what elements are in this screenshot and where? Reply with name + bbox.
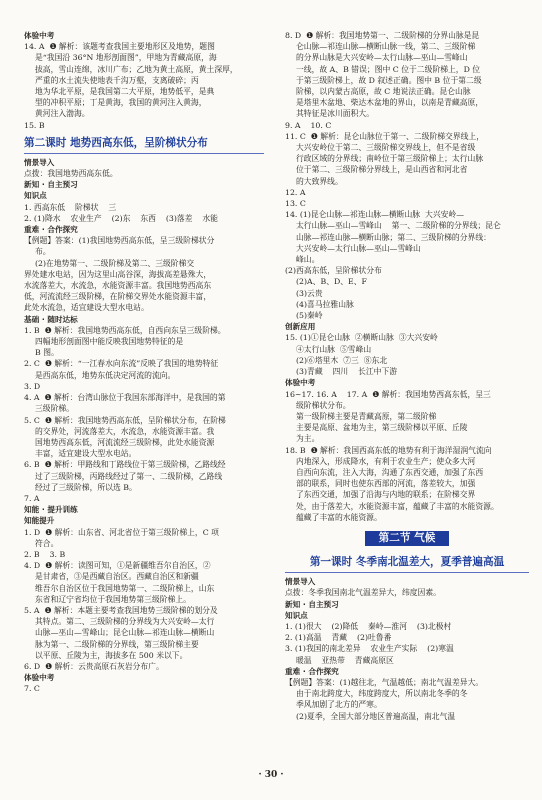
text-line: 经过了三级阶梯，所以选 B。: [35, 482, 137, 492]
answer-line: 界处建水电站，因为这里山高谷深，海拔高差悬殊大，: [24, 269, 212, 279]
answer-line: 13. C: [285, 199, 306, 209]
answer-line: 2. C ❶ 解析：“一江春水向东流”反映了我国的地势特征: [24, 359, 219, 369]
subsection-heading: 体验中考: [285, 378, 316, 388]
text-line: 仑山脉—祁连山脉—横断山脉一线，第二、三级阶梯: [296, 42, 476, 52]
text-line: 是甘肃省，③是西藏自治区。西藏自治区和新疆: [35, 572, 199, 582]
text-line: 其特点。第二、三级阶梯的分界线为大兴安岭—太行: [35, 617, 215, 627]
section-title: 第二课时 地势西高东低，呈阶梯状分布: [24, 131, 264, 154]
answer-line: 7. C: [24, 684, 40, 694]
subsection-heading: 知能 · 提升训练: [24, 505, 78, 515]
answer-line: 14. A ❶ 解析：该题考查我国主要地形区及地势，题图: [24, 42, 215, 52]
subsection-heading: 重难 · 合作探究: [285, 666, 339, 676]
subsection-heading: 体验中考: [24, 31, 55, 40]
subsection-heading: 创新应用: [285, 322, 316, 332]
answer-line: 1. (1)很大 (2)降低 秦岭—淮河 (3)北极村: [285, 621, 452, 631]
answer-line: 6. D ❶ 解析：云贵高原石灰岩分布广。: [24, 661, 164, 671]
answer-line: 15. B: [24, 120, 45, 130]
text-line: 阶梯，以内蒙古高原，故 C 地说法正确。昆仑山脉: [296, 87, 471, 97]
answer-line: 5. C ❶ 解析：我国地势西高东低，呈阶梯状分布，在阶梯: [24, 415, 226, 425]
text-line: 位于第二、三级阶梯分界线上，是山西省和河北省: [296, 165, 468, 175]
answer-line: 15. (1)①昆仑山脉 ②横断山脉 ③大兴安岭: [285, 333, 438, 343]
answer-line: 【例题】答案：(1)越往北，气温越低；南北气温差异大。: [285, 677, 484, 687]
answer-line: (2)西高东低，呈阶梯状分布: [285, 266, 382, 276]
section-heading: 第二节 气候: [365, 531, 450, 546]
text-line: 黄河注入渤海。: [35, 109, 90, 119]
subsection-heading: 情景导入: [285, 577, 316, 587]
answer-line: 1. D ❶ 解析：山东省、河北省位于第三级阶梯上，C 项: [24, 527, 219, 537]
text-line: 暖温 亚热带 青藏高原区: [296, 655, 394, 665]
text-line: 了东西交通，加强了沿海与内地的联系；在阶梯交界: [296, 490, 476, 500]
subsection-heading: 知能提升: [24, 516, 55, 526]
subsection-heading: 新知 · 自主预习: [285, 599, 339, 609]
text-line: 处，由于落差大，水能资源丰富，蕴藏了丰富的水能资源。: [296, 501, 499, 511]
answer-line: 1. B ❶ 解析：我国地势西高东低，自西向东呈三级阶梯。: [24, 325, 226, 335]
left-column: [24, 30, 264, 695]
text-line: ④太行山脉 ⑤雪峰山: [296, 344, 372, 354]
text-line: 大兴安岭—太行山脉—巫山—雪峰山: [296, 243, 421, 253]
text-line: 过了三级阶梯，丙路线经过了第一、二级阶梯，乙路线: [35, 471, 223, 481]
text-line: 拔高，雪山连绵，冰川广布；乙地为黄土高原，黄土深厚，: [35, 64, 238, 74]
subsection-heading: 新知 · 自主预习: [24, 180, 78, 190]
section-title: 第一课时 冬季南北温差大，夏季普遍高温: [285, 550, 529, 573]
answer-line: 低，河流流经三级阶梯，在阶梯交界处水能资源丰富，: [24, 292, 212, 302]
text-line: 三级阶梯。: [35, 404, 74, 414]
text-line: 维吾尔自治区位于我国地势第一、二级阶梯上，山东: [35, 583, 215, 593]
answer-line: 此处水流急，适宜建设大型水电站。: [24, 303, 149, 313]
text-line: 国地势西高东低，河流流经三级阶梯，此处水能资源: [35, 437, 215, 447]
answer-line: 2. (1)高温 青藏 (2)吐鲁番: [285, 633, 392, 643]
text-line: 脉为第一、二级阶梯的分界线，第三级阶梯主要: [35, 639, 199, 649]
text-line: (2)在地势第一、二级阶梯及第二、三级阶梯交: [35, 258, 195, 268]
answer-line: 11. C ❶ 解析：昆仑山脉位于第一、二级阶梯交界线上，: [285, 131, 485, 141]
text-line: (4)喜马拉雅山脉: [296, 299, 354, 309]
answer-line: 18. B ❶ 解析：我国西高东低的地势有利于海洋湿润气流向: [285, 445, 492, 455]
text-line: 自西向东流，注入大海，沟通了东西交通，加强了东西: [296, 467, 484, 477]
answer-line: 8. D ❶ 解析：我国地势第一、二级阶梯的分界山脉是昆: [285, 31, 480, 40]
text-line: 一线，故 A、B 错误；图中 C 位于二级阶梯上，D 位: [296, 64, 481, 74]
answer-line: 2. B 3. B: [24, 549, 66, 559]
text-line: B 图。: [35, 348, 59, 358]
answer-line: 6. B ❶ 解析：甲路线和丁路线位于第三级阶梯，乙路线经: [24, 460, 226, 470]
text-line: 大兴安岭位于第二、三级阶梯交界线上，但不是省级: [296, 143, 476, 153]
text-line: 是塔里木盆地、柴达木盆地的界山，以南是青藏高原，: [296, 98, 484, 108]
text-line: (2)A、B、D、E、F: [296, 277, 367, 287]
text-line: 型的冲积平原；丁是黄海，我国的黄河注入黄海，: [35, 98, 207, 108]
text-line: 四幅地形剖面图中能反映我国地势特征的是: [35, 337, 184, 347]
answer-line: 4. A ❶ 解析：台湾山脉位于我国东部海洋中，是我国的第: [24, 393, 226, 403]
text-line: 级阶梯状分布。: [296, 400, 351, 410]
text-line: 于第三级阶梯上，故 D 叙述正确。图中 B 位于第二级: [296, 75, 482, 85]
section-box-wrap: [285, 531, 529, 546]
text-line: 山脉—巫山—雪峰山；昆仑山脉—祁连山脉—横断山: [35, 628, 215, 638]
text-line: 为主。: [296, 434, 320, 444]
answer-line: 3. D: [24, 381, 41, 391]
text-line: 的大致界线。: [296, 176, 343, 186]
answer-line: 3. (1)我国的南北差异 农业生产实际 (2)寒温: [285, 644, 454, 654]
answer-line: 2. (1)降水 农业生产 (2)东 东西 (3)落差 水能: [24, 213, 218, 223]
text-line: 丰富，适宜建设大型水电站。: [35, 449, 137, 459]
text-line: 行政区域的分界线；南岭位于第三级阶梯上；太行山脉: [296, 154, 484, 164]
text-line: 是西高东低，地势东低决定河流的流向。: [35, 370, 176, 380]
text-line: 第一级阶梯主要是青藏高原，第二级阶梯: [296, 411, 437, 421]
answer-line: 4. D ❶ 解析：读图可知，①是新疆维吾尔自治区，②: [24, 561, 211, 571]
text-line: 内地深入，形成降水，有利于农业生产；使众多大河: [296, 456, 476, 466]
text-line: (2)⑥塔里木 ⑦三 ⑧东北: [296, 355, 388, 365]
text-line: 太行山脉—巫山—雪峰山 第一、二级阶梯的分界线；昆仑: [296, 221, 501, 231]
text-line: 布。: [35, 247, 51, 257]
text-line: 东省和辽宁省均位于我国地势第三级阶梯上。: [35, 594, 191, 604]
text-line: 符合。: [35, 538, 59, 548]
text-line: 主要是高原、盆地为主，第三级阶梯以平原、丘陵: [296, 423, 468, 433]
text-line: 的分界山脉是大兴安岭—太行山脉—巫山—雪峰山: [296, 53, 468, 63]
right-column: [285, 30, 529, 722]
answer-line: 7. A: [24, 493, 40, 503]
subsection-heading: 情景导入: [24, 157, 55, 167]
text-line: 是“我国沿 36°N 地形剖面图”，甲地为青藏高原，海: [35, 53, 217, 63]
answer-line: 14. (1)昆仑山脉—祁连山脉—横断山脉 大兴安岭—: [285, 210, 465, 220]
answer-line: 点拨：冬季我国南北气温差异大，纬度因素。: [285, 588, 441, 598]
subsection-heading: 知识点: [24, 191, 47, 201]
text-line: 山脉—祁连山脉—横断山脉；第二、三级阶梯的分界线：: [296, 232, 491, 242]
text-line: 蕴藏了丰富的水能资源。: [296, 512, 382, 522]
answer-line: 水流落差大，水流急，水能资源丰富。我国地势西高东: [24, 281, 212, 291]
subsection-heading: 基础 · 随时达标: [24, 314, 78, 324]
text-line: 以平原、丘陵为主，海拔多在 500 米以下。: [35, 650, 188, 660]
text-line: (5)秦岭: [296, 311, 323, 321]
subsection-heading: 体验中考: [24, 673, 55, 683]
answer-line: 16~17. 16. A 17. A ❶ 解析：我国地势西高东低，呈三: [285, 389, 491, 399]
subsection-heading: 知识点: [285, 610, 308, 620]
answer-line: 5. A ❶ 解析：本题主要考查我国地势三级阶梯的划分及: [24, 605, 218, 615]
page-number: · 30 ·: [258, 770, 284, 780]
answer-line: 9. A 10. C: [285, 120, 332, 130]
answer-line: 点拨：我国地势西高东低。: [24, 169, 118, 179]
answer-line: 【例题】答案：(1)我国地势西高东低，呈三级阶梯状分: [24, 236, 215, 246]
text-line: 部的联系，同时也使东西部的河流，落差较大，加强: [296, 479, 476, 489]
answer-line: 12. A: [285, 187, 306, 197]
answer-line: 1. 西高东低 阶梯状 三: [24, 202, 117, 212]
text-line: 的交界处，河流落差大，水流急，水能资源丰富。我: [35, 426, 215, 436]
subsection-heading: 重难 · 合作探究: [24, 225, 78, 235]
text-line: (2)夏季，全国大部分地区普遍高温，南北气温: [296, 711, 456, 721]
text-line: 由于南北跨度大，纬度跨度大，所以南北冬季的冬: [296, 689, 468, 699]
text-line: 季风加剧了北方的严寒。: [296, 700, 382, 710]
text-line: 其特征是冰川面积大。: [296, 109, 374, 119]
text-line: 地为华北平原，是我国第二大平原，地势低平，是典: [35, 87, 215, 97]
text-line: (3)云贵: [296, 288, 323, 298]
text-line: 严重的水土流失使地表千沟万壑，支离破碎；丙: [35, 75, 199, 85]
text-line: 峰山。: [296, 255, 320, 265]
text-line: (3)青藏 四川 长江中下游: [296, 367, 398, 377]
